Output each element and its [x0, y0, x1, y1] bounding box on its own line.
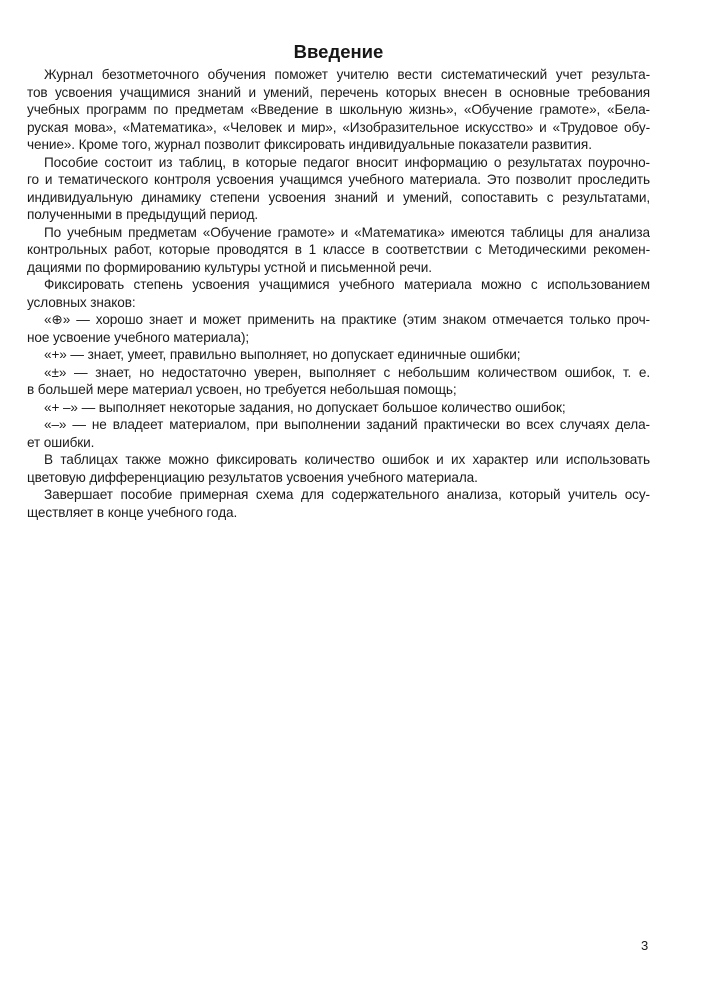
text-line: дациями по формированию культуры устной и письменной речи.	[27, 259, 432, 275]
text-line: «±» — знает, но недостаточно уверен, выполняет с небольшим количеством ошибок, т. е.	[44, 364, 650, 380]
text-line: руская мова», «Математика», «Человек и мир», «Изобразительное искусство» и «Трудовое обу-	[27, 119, 650, 135]
text-line: чение». Кроме того, журнал позволит фиксировать индивидуальные показатели развития.	[27, 137, 592, 152]
text-line: го и тематического контроля усвоения учащимся учебного материала. Это позволит проследить	[27, 172, 650, 187]
text-line: индивидуальную динамику степени усвоения знаний и умений, сопоставить с результатами,	[27, 189, 650, 205]
text-line: Фиксировать степень усвоения учащимися учебного материала можно с использованием	[44, 277, 650, 292]
text-line: Журнал безотметочного обучения поможет учителю вести систематический учет результа-	[44, 67, 650, 82]
text-line: учебных программ по предметам «Введение в школьную жизнь», «Обучение грамоте», «Бела-	[27, 102, 650, 117]
text-line: В таблицах также можно фиксировать количество ошибок и их характер или использовать	[44, 452, 650, 467]
text-line: ет ошибки.	[27, 434, 95, 450]
text-line: в большей мере материал усвоен, но требуется небольшая помощь;	[27, 382, 457, 397]
text-line: контрольных работ, которые проводятся в 1 классе в соответствии с Методическими рекомен-	[27, 242, 650, 257]
text-line: условных знаков:	[27, 294, 136, 310]
text-line: «+» — знает, умеет, правильно выполняет, но допускает единичные ошибки;	[44, 347, 521, 362]
text-line: тов усвоения учащимися знаний и умений, перечень которых внесен в основные требования	[27, 84, 650, 100]
text-line: Пособие состоит из таблиц, в которые педагог вносит информацию о результатах поурочно-	[44, 154, 650, 170]
document-body	[27, 66, 650, 521]
text-line: ществляет в конце учебного года.	[27, 504, 238, 520]
text-line: Завершает пособие примерная схема для содержательного анализа, который учитель осу-	[44, 487, 650, 502]
page-number: 3	[641, 938, 649, 953]
text-line: цветовую дифференциацию результатов усвоения учебного материала.	[27, 469, 478, 485]
text-line: «–» — не владеет материалом, при выполнении заданий практически во всех случаях дела-	[44, 417, 650, 432]
text-line: полученными в предыдущий период.	[27, 207, 259, 222]
text-line: «⊕» — хорошо знает и может применить на практике (этим знаком отмечается только проч-	[44, 312, 650, 327]
page-title: Введение	[293, 41, 384, 62]
text-line: По учебным предметам «Обучение грамоте» и «Математика» имеются таблицы для анализа	[44, 224, 650, 240]
text-line: «+ –» — выполняет некоторые задания, но допускает большое количество ошибок;	[44, 399, 566, 415]
text-line: ное усвоение учебного материала);	[27, 329, 250, 345]
